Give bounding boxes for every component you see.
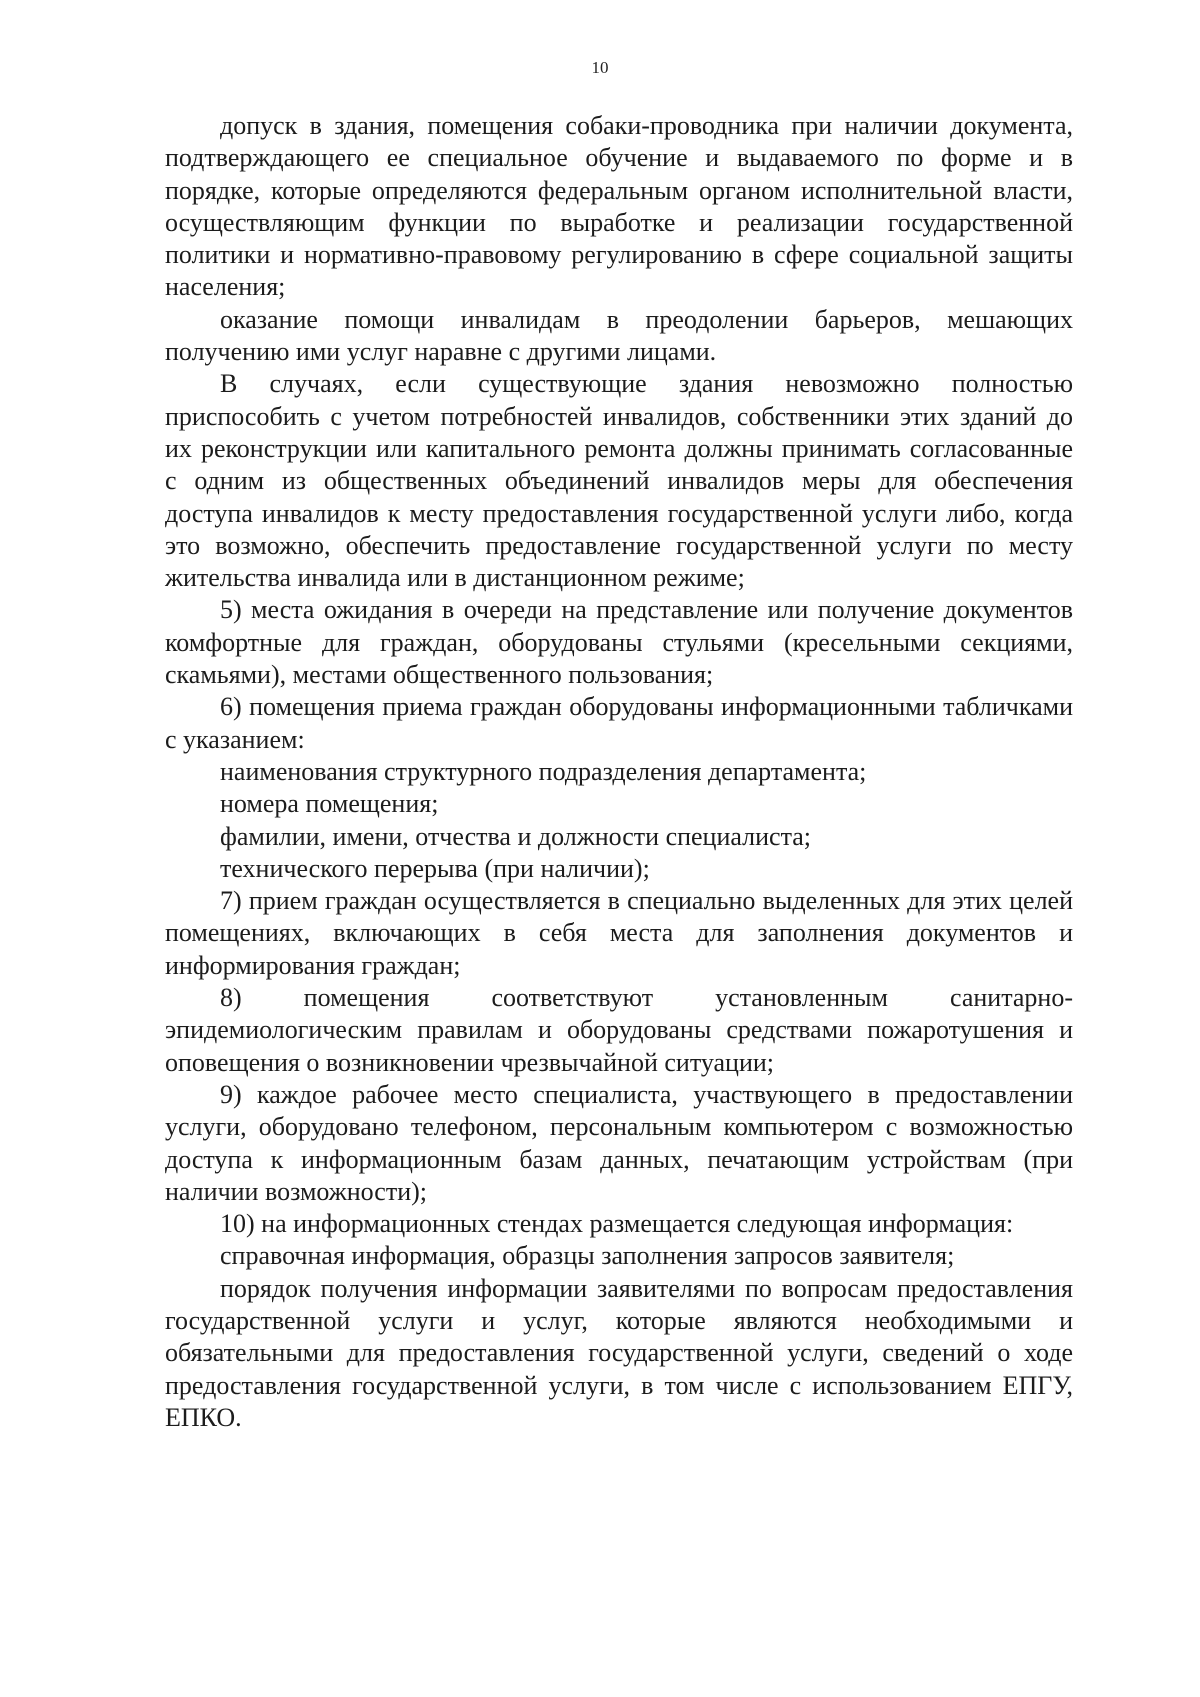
paragraph: допуск в здания, помещения собаки-проводника при наличии документа, подтверждающего ее специальное обучение и выдаваемого по форме и в порядке, которые определяются федеральным органом исполнительной власти, осуществляющим функции по выработке и реализации государственной политики и нормативно-правовому регулированию в сфере социальной защиты населения; — [165, 111, 1073, 302]
paragraph: наименования структурного подразделения департамента; — [220, 756, 867, 786]
paragraph: 7) прием граждан осуществляется в специально выделенных для этих целей помещениях, включающих в себя места для заполнения документов и информирования граждан; — [165, 886, 1073, 980]
page-number: 10 — [591, 58, 609, 77]
paragraph: оказание помощи инвалидам в преодолении барьеров, мешающих получению ими услуг наравне с другими лицами. — [165, 304, 1073, 367]
paragraph: 10) на информационных стендах размещается следующая информация: — [220, 1209, 1014, 1239]
paragraph: порядок получения информации заявителями по вопросам предоставления государственной услуги и услуг, которые являются необходимыми и обязательными для предоставления государственной услуги, сведений о ходе предоставления государственной услуги, в том числе с использованием ЕПГУ, ЕПКО. — [165, 1273, 1073, 1432]
paragraph: справочная информация, образцы заполнения запросов заявителя; — [220, 1241, 955, 1271]
paragraph: фамилии, имени, отчества и должности специалиста; — [220, 821, 812, 851]
document-body — [165, 110, 1073, 1434]
paragraph: 6) помещения приема граждан оборудованы информационными табличками с указанием: — [165, 692, 1073, 754]
paragraph: технического перерыва (при наличии); — [220, 853, 650, 883]
paragraph: 8) помещения соответствуют установленным санитарно-эпидемиологическим правилам и оборудованы средствами пожаротушения и оповещения о возникновении чрезвычайной ситуации; — [165, 983, 1073, 1077]
paragraph: В случаях, если существующие здания невозможно полностью приспособить с учетом потребностей инвалидов, собственники этих зданий до их реконструкции или капитального ремонта должны принимать согласованные с одним из общественных объединений инвалидов меры для обеспечения доступа инвалидов к месту предоставления государственной услуги либо, когда это возможно, обеспечить предоставление государственной услуги по месту жительства инвалида или в дистанционном режиме; — [165, 369, 1073, 593]
paragraph: номера помещения; — [220, 789, 439, 819]
paragraph: 5) места ожидания в очереди на представление или получение документов комфортные для граждан, оборудованы стульями (кресельными секциями, скамьями), местами общественного пользования; — [165, 595, 1073, 690]
paragraph: 9) каждое рабочее место специалиста, участвующего в предоставлении услуги, оборудовано телефоном, персональным компьютером с возможностью доступа к информационным базам данных, печатающим устройствам (при наличии возможности); — [165, 1079, 1073, 1206]
